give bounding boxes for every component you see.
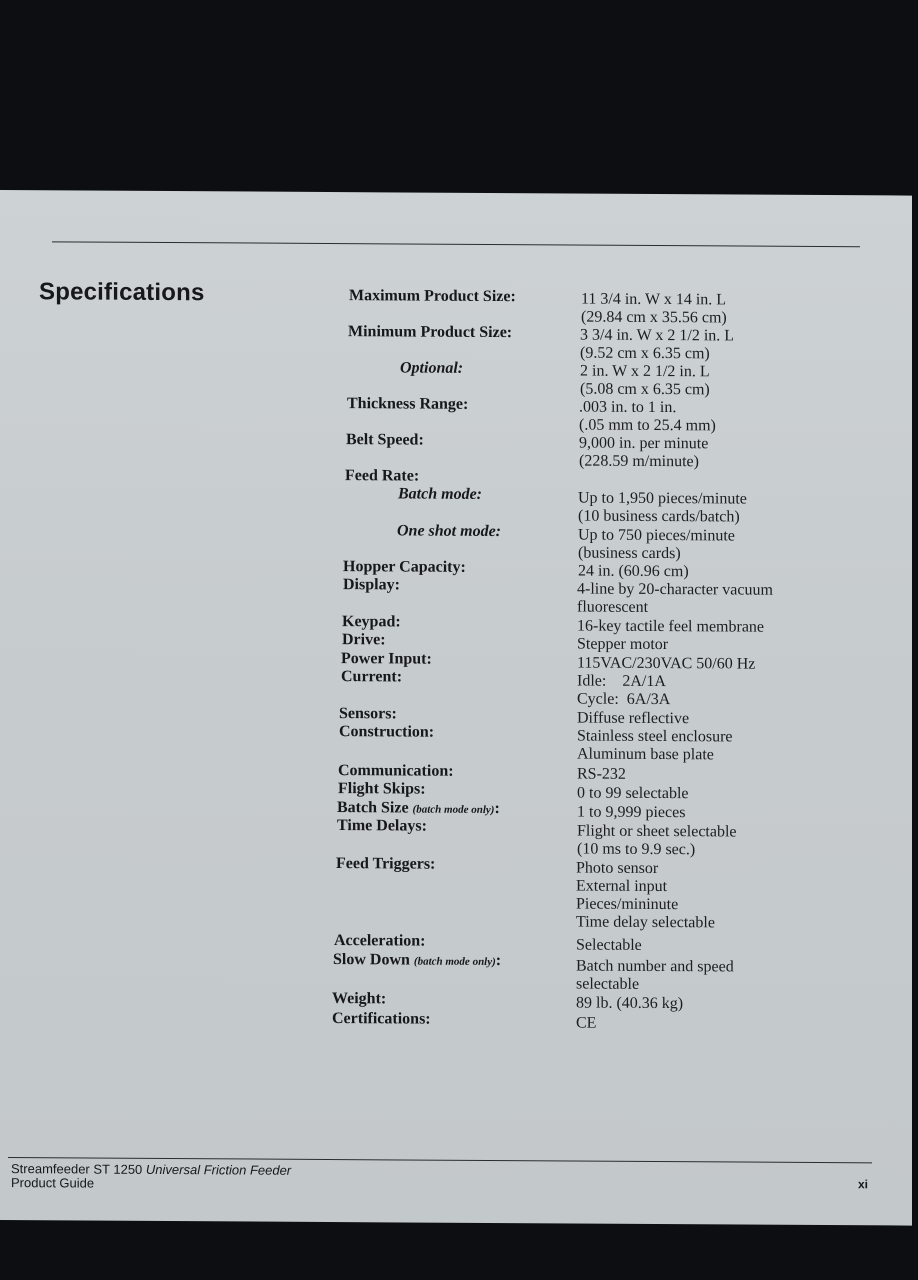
spec-value-line: 3 3/4 in. W x 2 1/2 in. L [580,326,735,345]
spec-label [339,723,434,742]
spec-value-line: Up to 1,950 pieces/minute [578,489,747,508]
spec-value [576,958,734,995]
spec-value [579,435,708,472]
spec-value-line: (228.59 m/minute) [579,452,699,471]
spec-label-text: Belt Speed: [346,431,424,449]
spec-value [577,785,689,804]
spec-label-text: Drive: [342,631,386,649]
spec-value-line: Aluminum base plate [577,745,714,764]
spec-label [346,431,424,449]
spec-value [577,673,670,710]
spec-value-line: Diffuse reflective [577,709,690,728]
spec-value-line: Selectable [576,936,642,954]
footer-doc-name: Product Guide [11,1175,95,1191]
spec-value-line: Stainless steel enclosure [577,727,733,746]
spec-label-text: Communication: [338,762,454,780]
spec-label-text: Power Input: [341,650,432,668]
spec-value [577,655,755,674]
spec-value-line: 115VAC/230VAC 50/60 Hz [577,654,756,673]
spec-value [577,823,737,860]
spec-value-line: 89 lb. (40.36 kg) [576,994,684,1013]
spec-value-line: 2 in. W x 2 1/2 in. L [580,362,710,381]
spec-value [578,490,747,527]
spec-label [339,705,397,723]
spec-value [578,563,689,582]
spec-value-line: .003 in. to 1 in. [579,398,677,417]
spec-value [576,860,715,933]
spec-value [577,710,689,729]
spec-value-line: 11 3/4 in. W x 14 in. L [581,290,727,309]
spec-label [400,359,463,377]
spec-label [338,762,454,781]
spec-value-line: selectable [576,975,640,993]
spec-value [576,937,642,955]
spec-label-text: Maximum Product Size: [349,287,516,306]
spec-value-line: Batch number and speed [576,957,734,976]
spec-value-line: (.05 mm to 25.4 mm) [579,416,716,435]
spec-value [577,766,626,784]
spec-label [343,576,400,594]
spec-value-line: 1 to 9,999 pieces [577,803,686,822]
spec-label-text: Feed Triggers: [336,855,436,873]
spec-label [342,631,386,649]
spec-value-line: (5.08 cm x 6.35 cm) [580,380,710,399]
spec-value [580,363,710,400]
spec-label [398,485,482,504]
spec-value [576,1015,596,1033]
spec-label-suffix: : [494,800,500,818]
spec-value-line: 9,000 in. per minute [579,434,709,453]
spec-label [341,668,402,686]
spec-label-text: Flight Skips: [338,780,426,798]
spec-value-line: 0 to 99 selectable [577,784,689,803]
spec-label-text: Minimum Product Size: [348,323,513,342]
spec-value-line: (9.52 cm x 6.35 cm) [580,344,710,363]
document-page [0,190,912,1226]
spec-value [577,636,668,655]
spec-label-text: One shot mode: [397,522,501,541]
spec-label-text: Slow Down [333,951,410,969]
spec-label-suffix: : [495,952,502,970]
header-divider [52,241,860,247]
spec-value-line: Photo sensor [576,859,659,878]
spec-value [581,291,727,328]
spec-value [577,581,773,618]
spec-label [334,932,426,951]
spec-value-line: (business cards) [578,544,681,563]
spec-value-line: Time delay selectable [576,913,715,932]
footer-product-name: Streamfeeder ST 1250 [11,1161,143,1177]
page-number: xi [858,1177,869,1192]
spec-value-line: 16-key tactile feel membrane [577,617,765,636]
spec-value [579,399,716,436]
spec-value-line: fluorescent [577,598,649,616]
spec-label-text: Weight: [332,990,387,1008]
spec-value-line: External input [576,877,668,896]
spec-label-text: Thickness Range: [347,395,469,413]
spec-value-line: (10 ms to 9.9 sec.) [577,840,696,859]
spec-label [345,467,419,485]
spec-value [577,804,685,823]
spec-label-text: Keypad: [342,613,401,631]
spec-value-line: Flight or sheet selectable [577,822,737,841]
spec-label-text: Current: [341,668,403,686]
spec-label-text: Optional: [400,359,464,377]
section-title: Specifications [39,278,205,307]
spec-value-line: Stepper motor [577,635,669,654]
spec-label [343,558,466,577]
spec-value-line: Pieces/mininute [576,895,679,914]
spec-label [348,323,512,342]
spec-label-note: (batch mode only) [412,803,495,817]
spec-value-line: CE [576,1014,597,1032]
spec-value-line: (10 business cards/batch) [578,507,740,526]
spec-value [577,618,764,637]
spec-value [576,995,683,1014]
spec-label-text: Time Delays: [337,817,427,835]
spec-value-line: 24 in. (60.96 cm) [578,562,689,581]
spec-label [338,780,426,799]
spec-value-line: 4-line by 20-character vacuum [577,580,773,599]
footer-product-subtitle: Universal Friction Feeder [145,1161,292,1178]
spec-value-line: Up to 750 pieces/minute [578,526,735,545]
spec-label [397,522,501,541]
spec-label-text: Certifications: [332,1010,431,1028]
spec-label [337,817,427,836]
spec-label [341,650,432,669]
spec-value [578,527,735,564]
spec-label [333,951,501,970]
spec-label [336,855,435,874]
spec-label [332,990,386,1008]
spec-value-line: RS-232 [577,765,626,783]
spec-label-text: Feed Rate: [345,467,420,485]
footer-product-info [11,1162,291,1192]
spec-label-text: Batch Size [337,799,409,817]
spec-label-text: Display: [343,576,400,594]
spec-label [347,395,468,414]
spec-value [580,327,734,364]
spec-label [342,613,401,631]
spec-label-text: Acceleration: [334,932,426,950]
spec-label-note: (batch mode only) [413,955,496,969]
spec-label-text: Batch mode: [398,485,482,503]
spec-label-text: Hopper Capacity: [343,558,466,576]
spec-label-text: Sensors: [339,705,397,723]
spec-value-line: Idle: 2A/1A [577,672,666,691]
spec-label [332,1010,431,1029]
spec-label [349,287,516,306]
spec-value [577,728,733,765]
spec-value-line: Cycle: 6A/3A [577,690,671,709]
spec-value-line: (29.84 cm x 35.56 cm) [581,308,727,327]
spec-label-text: Construction: [339,723,435,741]
spec-label [337,799,500,818]
